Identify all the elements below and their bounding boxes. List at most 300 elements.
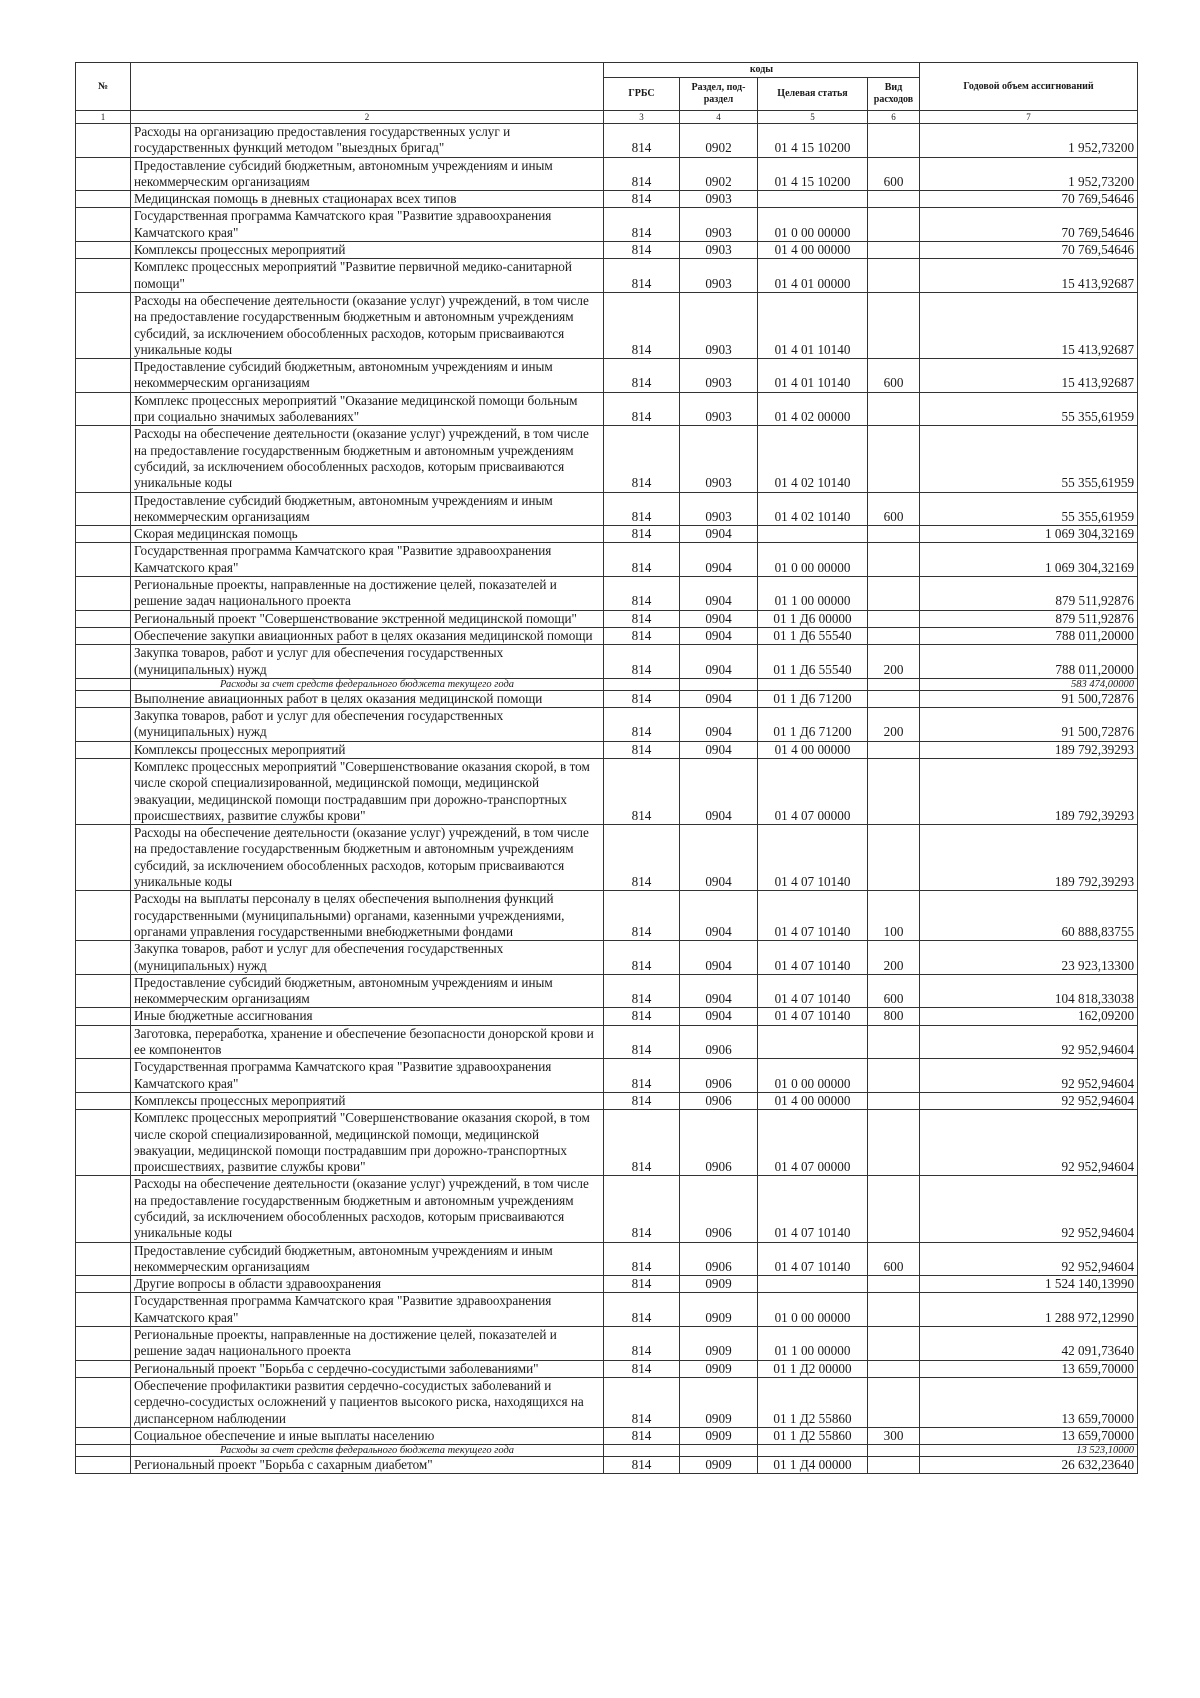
- cell-amount: 92 952,94604: [920, 1176, 1138, 1242]
- cell-vid: [868, 1293, 920, 1327]
- cell-name: Комплекс процессных мероприятий "Оказание медицинской помощи больным при социально значимых заболеваниях": [131, 392, 604, 426]
- cell-vid: [868, 1110, 920, 1176]
- cell-num: [76, 1110, 131, 1176]
- cell-grbs: 814: [604, 124, 680, 158]
- table-row: [76, 1025, 1138, 1059]
- cell-amount: 13 659,70000: [920, 1427, 1138, 1444]
- cell-amount: 26 632,23640: [920, 1457, 1138, 1474]
- cell-num: [76, 208, 131, 242]
- cell-amount: 60 888,83755: [920, 891, 1138, 941]
- cell-target: 01 4 07 10140: [758, 825, 868, 891]
- cell-amount: 788 011,20000: [920, 627, 1138, 644]
- table-row: [76, 1242, 1138, 1276]
- cell-amount: 55 355,61959: [920, 426, 1138, 492]
- cell-num: [76, 1293, 131, 1327]
- cell-razdel: 0904: [680, 543, 758, 577]
- cell-num: [76, 708, 131, 742]
- cell-num: [76, 758, 131, 824]
- cell-grbs: 814: [604, 645, 680, 679]
- colnum-6: 6: [868, 111, 920, 124]
- table-row: [76, 492, 1138, 526]
- cell-amount: 55 355,61959: [920, 392, 1138, 426]
- table-row: [76, 1008, 1138, 1025]
- cell-num: [76, 1445, 131, 1457]
- cell-num: [76, 1176, 131, 1242]
- cell-vid: [868, 543, 920, 577]
- cell-vid: [868, 1445, 920, 1457]
- table-row: [76, 543, 1138, 577]
- cell-num: [76, 1427, 131, 1444]
- header-grbs: ГРБС: [604, 78, 680, 111]
- table-row: [76, 124, 1138, 158]
- cell-amount: 162,09200: [920, 1008, 1138, 1025]
- cell-name: Обеспечение профилактики развития сердечно-сосудистых заболеваний и сердечно-сосудистых осложнений у пациентов высокого риска, находящихся на диспансерном наблюдении: [131, 1377, 604, 1427]
- cell-grbs: 814: [604, 242, 680, 259]
- table-row: [76, 426, 1138, 492]
- cell-name: Расходы за счет средств федерального бюджета текущего года: [131, 678, 604, 690]
- header-codes: коды: [604, 63, 920, 78]
- table-row: [76, 1059, 1138, 1093]
- cell-razdel: 0906: [680, 1176, 758, 1242]
- cell-target: 01 4 00 00000: [758, 741, 868, 758]
- cell-name: Обеспечение закупки авиационных работ в целях оказания медицинской помощи: [131, 627, 604, 644]
- cell-grbs: 814: [604, 1025, 680, 1059]
- cell-name: Комплекс процессных мероприятий "Совершенствование оказания скорой, в том числе скорой специализированной, медицинской помощи, медицинской эвакуации, медицинской помощи пострадавшим при дорожно-транспортных происшествиях, развитие службы крови": [131, 758, 604, 824]
- cell-num: [76, 259, 131, 293]
- cell-razdel: 0904: [680, 974, 758, 1008]
- cell-amount: 1 952,73200: [920, 157, 1138, 191]
- cell-amount: 1 952,73200: [920, 124, 1138, 158]
- cell-name: Скорая медицинская помощь: [131, 526, 604, 543]
- cell-target: 01 4 02 10140: [758, 426, 868, 492]
- cell-razdel: 0904: [680, 1008, 758, 1025]
- cell-target: [758, 678, 868, 690]
- cell-name: Комплексы процессных мероприятий: [131, 242, 604, 259]
- cell-razdel: 0906: [680, 1242, 758, 1276]
- cell-razdel: 0903: [680, 259, 758, 293]
- header-volume: Годовой объем ассигнований: [920, 63, 1138, 111]
- cell-razdel: 0904: [680, 526, 758, 543]
- header-row-top: [76, 63, 1138, 78]
- cell-grbs: 814: [604, 259, 680, 293]
- cell-razdel: 0909: [680, 1457, 758, 1474]
- cell-target: 01 1 Д2 55860: [758, 1377, 868, 1427]
- cell-name: Комплексы процессных мероприятий: [131, 1092, 604, 1109]
- cell-razdel: 0909: [680, 1327, 758, 1361]
- cell-name: Комплекс процессных мероприятий "Развитие первичной медико-санитарной помощи": [131, 259, 604, 293]
- cell-target: 01 0 00 00000: [758, 543, 868, 577]
- cell-name: Комплекс процессных мероприятий "Совершенствование оказания скорой, в том числе скорой специализированной, медицинской помощи, медицинской эвакуации, медицинской помощи пострадавшим при дорожно-транспортных происшествиях, развитие службы крови": [131, 1110, 604, 1176]
- cell-name: Расходы на выплаты персоналу в целях обеспечения выполнения функций государственными (муниципальными) органами, казенными учреждениями, органами управления государственными внебюджетными фондами: [131, 891, 604, 941]
- cell-num: [76, 610, 131, 627]
- cell-razdel: 0904: [680, 825, 758, 891]
- cell-target: 01 4 00 00000: [758, 1092, 868, 1109]
- cell-razdel: 0909: [680, 1293, 758, 1327]
- cell-grbs: 814: [604, 1427, 680, 1444]
- cell-grbs: 814: [604, 543, 680, 577]
- cell-num: [76, 359, 131, 393]
- cell-vid: [868, 1276, 920, 1293]
- colnum-5: 5: [758, 111, 868, 124]
- cell-num: [76, 242, 131, 259]
- cell-grbs: 814: [604, 1276, 680, 1293]
- cell-name: Расходы на обеспечение деятельности (оказание услуг) учреждений, в том числе на предоставление государственным бюджетным и автономным учреждениям субсидий, за исключением обособленных расходов, которым присваиваются уникальные коды: [131, 292, 604, 358]
- header-name: [131, 63, 604, 111]
- cell-name: Предоставление субсидий бюджетным, автономным учреждениям и иным некоммерческим организациям: [131, 359, 604, 393]
- cell-grbs: 814: [604, 1377, 680, 1427]
- note-row: [76, 1445, 1138, 1457]
- cell-target: 01 4 07 00000: [758, 758, 868, 824]
- cell-vid: [868, 627, 920, 644]
- cell-num: [76, 1008, 131, 1025]
- cell-vid: [868, 1176, 920, 1242]
- cell-target: 01 4 02 00000: [758, 392, 868, 426]
- cell-num: [76, 678, 131, 690]
- cell-grbs: 814: [604, 708, 680, 742]
- cell-name: Закупка товаров, работ и услуг для обеспечения государственных (муниципальных) нужд: [131, 941, 604, 975]
- cell-razdel: [680, 678, 758, 690]
- cell-vid: [868, 426, 920, 492]
- table-row: [76, 758, 1138, 824]
- cell-grbs: 814: [604, 891, 680, 941]
- cell-target: 01 4 15 10200: [758, 157, 868, 191]
- cell-target: [758, 1025, 868, 1059]
- cell-num: [76, 741, 131, 758]
- table-row: [76, 1457, 1138, 1474]
- cell-name: Заготовка, переработка, хранение и обеспечение безопасности донорской крови и ее компонентов: [131, 1025, 604, 1059]
- cell-num: [76, 124, 131, 158]
- cell-name: Расходы на организацию предоставления государственных услуг и государственных функций методом "выездных бригад": [131, 124, 604, 158]
- table-row: [76, 645, 1138, 679]
- cell-vid: 600: [868, 1242, 920, 1276]
- cell-target: [758, 1276, 868, 1293]
- cell-name: Региональный проект "Борьба с сердечно-сосудистыми заболеваниями": [131, 1360, 604, 1377]
- cell-target: 01 4 01 00000: [758, 259, 868, 293]
- cell-num: [76, 974, 131, 1008]
- cell-vid: [868, 1092, 920, 1109]
- cell-vid: [868, 242, 920, 259]
- table-row: [76, 1360, 1138, 1377]
- table-body: [76, 124, 1138, 1474]
- cell-target: 01 0 00 00000: [758, 1059, 868, 1093]
- cell-amount: 91 500,72876: [920, 690, 1138, 707]
- cell-grbs: 814: [604, 1059, 680, 1093]
- table-row: [76, 157, 1138, 191]
- cell-razdel: 0903: [680, 191, 758, 208]
- colnum-1: 1: [76, 111, 131, 124]
- cell-vid: [868, 610, 920, 627]
- cell-amount: 15 413,92687: [920, 359, 1138, 393]
- table-row: [76, 941, 1138, 975]
- cell-num: [76, 392, 131, 426]
- cell-num: [76, 543, 131, 577]
- table-row: [76, 1092, 1138, 1109]
- cell-grbs: 814: [604, 359, 680, 393]
- cell-num: [76, 891, 131, 941]
- cell-grbs: 814: [604, 1008, 680, 1025]
- table-row: [76, 1377, 1138, 1427]
- cell-amount: 13 659,70000: [920, 1360, 1138, 1377]
- cell-name: Предоставление субсидий бюджетным, автономным учреждениям и иным некоммерческим организациям: [131, 974, 604, 1008]
- cell-amount: 1 069 304,32169: [920, 526, 1138, 543]
- cell-target: 01 1 Д6 71200: [758, 708, 868, 742]
- cell-target: [758, 191, 868, 208]
- cell-name: Расходы за счет средств федерального бюджета текущего года: [131, 1445, 604, 1457]
- cell-razdel: 0909: [680, 1276, 758, 1293]
- cell-target: 01 4 07 10140: [758, 1008, 868, 1025]
- cell-grbs: 814: [604, 758, 680, 824]
- cell-razdel: 0903: [680, 392, 758, 426]
- cell-razdel: 0904: [680, 891, 758, 941]
- header-vid: Вид расходов: [868, 78, 920, 111]
- cell-name: Предоставление субсидий бюджетным, автономным учреждениям и иным некоммерческим организациям: [131, 157, 604, 191]
- cell-vid: [868, 1377, 920, 1427]
- cell-grbs: [604, 678, 680, 690]
- cell-vid: 300: [868, 1427, 920, 1444]
- cell-target: 01 1 Д2 00000: [758, 1360, 868, 1377]
- table-row: [76, 359, 1138, 393]
- cell-amount: 55 355,61959: [920, 492, 1138, 526]
- cell-target: [758, 526, 868, 543]
- cell-vid: [868, 259, 920, 293]
- cell-name: Региональные проекты, направленные на достижение целей, показателей и решение задач национального проекта: [131, 1327, 604, 1361]
- cell-amount: 879 511,92876: [920, 577, 1138, 611]
- cell-num: [76, 1457, 131, 1474]
- cell-amount: 70 769,54646: [920, 242, 1138, 259]
- cell-grbs: 814: [604, 974, 680, 1008]
- cell-razdel: 0903: [680, 492, 758, 526]
- cell-vid: 600: [868, 359, 920, 393]
- cell-vid: 100: [868, 891, 920, 941]
- cell-razdel: 0903: [680, 208, 758, 242]
- cell-grbs: 814: [604, 1110, 680, 1176]
- cell-grbs: 814: [604, 157, 680, 191]
- table-row: [76, 610, 1138, 627]
- cell-razdel: 0906: [680, 1059, 758, 1093]
- cell-target: 01 0 00 00000: [758, 1293, 868, 1327]
- table-row: [76, 891, 1138, 941]
- cell-vid: [868, 690, 920, 707]
- cell-grbs: 814: [604, 690, 680, 707]
- cell-amount: 70 769,54646: [920, 208, 1138, 242]
- cell-vid: [868, 758, 920, 824]
- cell-razdel: 0909: [680, 1360, 758, 1377]
- cell-num: [76, 1242, 131, 1276]
- cell-amount: 13 659,70000: [920, 1377, 1138, 1427]
- cell-amount: 92 952,94604: [920, 1025, 1138, 1059]
- table-row: [76, 1293, 1138, 1327]
- cell-num: [76, 157, 131, 191]
- cell-grbs: 814: [604, 941, 680, 975]
- cell-amount: 1 524 140,13990: [920, 1276, 1138, 1293]
- cell-vid: [868, 1457, 920, 1474]
- cell-target: [758, 1445, 868, 1457]
- colnum-7: 7: [920, 111, 1138, 124]
- cell-razdel: 0906: [680, 1025, 758, 1059]
- cell-amount: 92 952,94604: [920, 1092, 1138, 1109]
- cell-grbs: 814: [604, 1457, 680, 1474]
- cell-vid: 600: [868, 974, 920, 1008]
- cell-vid: [868, 678, 920, 690]
- cell-amount: 23 923,13300: [920, 941, 1138, 975]
- cell-target: 01 4 01 10140: [758, 292, 868, 358]
- table-row: [76, 1276, 1138, 1293]
- cell-num: [76, 1092, 131, 1109]
- cell-name: Расходы на обеспечение деятельности (оказание услуг) учреждений, в том числе на предоставление государственным бюджетным и автономным учреждениям субсидий, за исключением обособленных расходов, которым присваиваются уникальные коды: [131, 825, 604, 891]
- cell-grbs: 814: [604, 577, 680, 611]
- cell-num: [76, 825, 131, 891]
- cell-amount: 788 011,20000: [920, 645, 1138, 679]
- cell-target: 01 4 07 10140: [758, 941, 868, 975]
- table-row: [76, 741, 1138, 758]
- cell-name: Государственная программа Камчатского края "Развитие здравоохранения Камчатского края": [131, 208, 604, 242]
- cell-razdel: 0904: [680, 610, 758, 627]
- cell-name: Региональный проект "Борьба с сахарным диабетом": [131, 1457, 604, 1474]
- cell-razdel: 0904: [680, 708, 758, 742]
- cell-num: [76, 1276, 131, 1293]
- cell-amount: 15 413,92687: [920, 259, 1138, 293]
- cell-grbs: [604, 1445, 680, 1457]
- cell-name: Расходы на обеспечение деятельности (оказание услуг) учреждений, в том числе на предоставление государственным бюджетным и автономным учреждениям субсидий, за исключением обособленных расходов, которым присваиваются уникальные коды: [131, 1176, 604, 1242]
- cell-grbs: 814: [604, 492, 680, 526]
- cell-target: 01 1 Д4 00000: [758, 1457, 868, 1474]
- cell-target: 01 4 15 10200: [758, 124, 868, 158]
- table-row: [76, 1427, 1138, 1444]
- cell-razdel: 0904: [680, 690, 758, 707]
- table-row: [76, 690, 1138, 707]
- cell-target: 01 1 Д2 55860: [758, 1427, 868, 1444]
- cell-target: 01 1 00 00000: [758, 1327, 868, 1361]
- table-row: [76, 1110, 1138, 1176]
- cell-num: [76, 577, 131, 611]
- cell-razdel: 0904: [680, 645, 758, 679]
- cell-razdel: 0903: [680, 359, 758, 393]
- cell-grbs: 814: [604, 1327, 680, 1361]
- cell-num: [76, 1377, 131, 1427]
- note-row: [76, 678, 1138, 690]
- cell-razdel: 0904: [680, 627, 758, 644]
- cell-target: 01 1 00 00000: [758, 577, 868, 611]
- cell-grbs: 814: [604, 1360, 680, 1377]
- colnum-2: 2: [131, 111, 604, 124]
- cell-num: [76, 627, 131, 644]
- table-row: [76, 208, 1138, 242]
- cell-razdel: 0902: [680, 124, 758, 158]
- budget-sheet: [75, 62, 1137, 1474]
- cell-vid: 200: [868, 645, 920, 679]
- cell-num: [76, 1025, 131, 1059]
- cell-grbs: 814: [604, 1242, 680, 1276]
- cell-amount: 104 818,33038: [920, 974, 1138, 1008]
- cell-num: [76, 526, 131, 543]
- cell-amount: 189 792,39293: [920, 758, 1138, 824]
- cell-vid: [868, 208, 920, 242]
- cell-num: [76, 1059, 131, 1093]
- cell-num: [76, 426, 131, 492]
- cell-target: 01 4 07 10140: [758, 1242, 868, 1276]
- cell-amount: 92 952,94604: [920, 1059, 1138, 1093]
- cell-grbs: 814: [604, 1293, 680, 1327]
- cell-grbs: 814: [604, 741, 680, 758]
- cell-razdel: [680, 1445, 758, 1457]
- cell-razdel: 0904: [680, 758, 758, 824]
- cell-name: Закупка товаров, работ и услуг для обеспечения государственных (муниципальных) нужд: [131, 708, 604, 742]
- cell-vid: 600: [868, 492, 920, 526]
- table-row: [76, 1176, 1138, 1242]
- cell-amount: 42 091,73640: [920, 1327, 1138, 1361]
- cell-vid: [868, 1327, 920, 1361]
- cell-vid: [868, 191, 920, 208]
- cell-razdel: 0902: [680, 157, 758, 191]
- cell-num: [76, 1327, 131, 1361]
- cell-target: 01 4 01 10140: [758, 359, 868, 393]
- cell-razdel: 0904: [680, 941, 758, 975]
- cell-vid: [868, 577, 920, 611]
- cell-target: 01 1 Д6 71200: [758, 690, 868, 707]
- cell-vid: [868, 292, 920, 358]
- cell-amount: 70 769,54646: [920, 191, 1138, 208]
- cell-razdel: 0904: [680, 577, 758, 611]
- table-row: [76, 392, 1138, 426]
- cell-amount: 189 792,39293: [920, 825, 1138, 891]
- table-row: [76, 974, 1138, 1008]
- cell-target: 01 1 Д6 55540: [758, 645, 868, 679]
- cell-amount: 92 952,94604: [920, 1110, 1138, 1176]
- cell-name: Медицинская помощь в дневных стационарах всех типов: [131, 191, 604, 208]
- table-row: [76, 526, 1138, 543]
- cell-name: Предоставление субсидий бюджетным, автономным учреждениям и иным некоммерческим организациям: [131, 1242, 604, 1276]
- cell-grbs: 814: [604, 825, 680, 891]
- cell-vid: 800: [868, 1008, 920, 1025]
- cell-vid: 600: [868, 157, 920, 191]
- cell-amount: 91 500,72876: [920, 708, 1138, 742]
- table-row: [76, 191, 1138, 208]
- cell-amount: 92 952,94604: [920, 1242, 1138, 1276]
- cell-target: 01 4 00 00000: [758, 242, 868, 259]
- table-row: [76, 1327, 1138, 1361]
- cell-amount: 13 523,10000: [920, 1445, 1138, 1457]
- table-row: [76, 242, 1138, 259]
- column-number-row: [76, 111, 1138, 124]
- table-row: [76, 577, 1138, 611]
- cell-target: 01 4 02 10140: [758, 492, 868, 526]
- cell-name: Государственная программа Камчатского края "Развитие здравоохранения Камчатского края": [131, 1059, 604, 1093]
- table-row: [76, 708, 1138, 742]
- colnum-4: 4: [680, 111, 758, 124]
- cell-num: [76, 690, 131, 707]
- cell-amount: 15 413,92687: [920, 292, 1138, 358]
- cell-amount: 189 792,39293: [920, 741, 1138, 758]
- cell-vid: [868, 124, 920, 158]
- cell-vid: [868, 1360, 920, 1377]
- cell-name: Другие вопросы в области здравоохранения: [131, 1276, 604, 1293]
- cell-name: Региональный проект "Совершенствование экстренной медицинской помощи": [131, 610, 604, 627]
- cell-name: Региональные проекты, направленные на достижение целей, показателей и решение задач национального проекта: [131, 577, 604, 611]
- cell-amount: 583 474,00000: [920, 678, 1138, 690]
- cell-vid: [868, 392, 920, 426]
- cell-name: Комплексы процессных мероприятий: [131, 741, 604, 758]
- cell-target: 01 0 00 00000: [758, 208, 868, 242]
- cell-num: [76, 645, 131, 679]
- cell-target: 01 1 Д6 55540: [758, 627, 868, 644]
- cell-razdel: 0904: [680, 741, 758, 758]
- table-row: [76, 259, 1138, 293]
- cell-vid: [868, 741, 920, 758]
- table-row: [76, 292, 1138, 358]
- cell-grbs: 814: [604, 526, 680, 543]
- cell-num: [76, 191, 131, 208]
- header-razdel: Раздел, под-раздел: [680, 78, 758, 111]
